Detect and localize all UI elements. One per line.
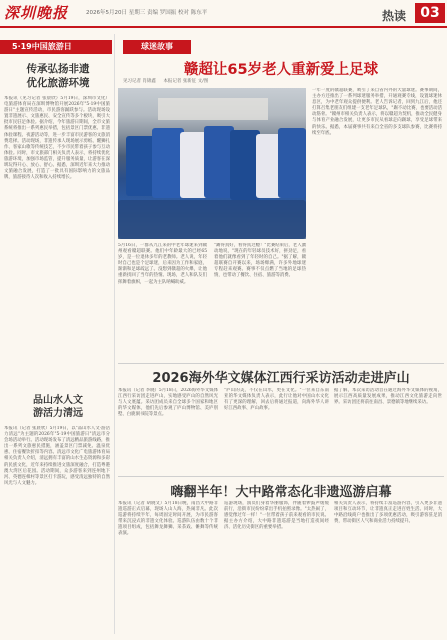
story2-column-1: 本报讯（记者 李晓）5月18日，2026海外华文媒体江西行采访团走进庐山，实地感受庐山的自然风光与人文底蕴。采访团成员来自全球多个国家和地区的华文媒体，他们先后参观了庐山博物馆、美庐别墅、白鹿洞书院等景点。 xyxy=(118,388,218,418)
newspaper-logo: 深圳晚报 xyxy=(4,4,69,22)
main-story-column-3: 一年一度的赣超联赛，吸引了来自省内外的大量球迷。赛事期间，主办方还推出了一系列球迷服务举措，开通观赛专线，设置球迷休息区，为中老年观众提供便利。老人告诉记者，回到九江后，他还打算召集老朋友们组建一支老年足球队，"踢不动比赛，也要活动活动筋骨。"赣州市相关负责人表示，将以赣超为契机，推动全民健身与体育产业融合发展，让更多市民从看球走向踢球，享受足球带来的快乐。据悉，本届赛事共有来自全省的多支球队参赛，比赛将持续至年底。 xyxy=(312,88,442,136)
masthead-rule xyxy=(0,26,447,28)
section-title: 热读 xyxy=(382,9,407,23)
fan-crowd-front xyxy=(118,200,306,239)
main-story-column-1: 5月16日，一群从九江来的中老年球迷来到赣州观看赣超联赛。他们中年龄最大的已经65岁，是一位退休多年的老教师。老人说，年轻时自己也是个足球迷，后来因为工作和家庭，渐渐和足球疏远了。没想到赣超的火爆，让他重新找回了当年的热情。现场，老人和队友们挥舞着旗帜，一起为主队呐喊助威。 xyxy=(118,243,207,285)
page-number: 03 xyxy=(415,3,445,23)
football-fans-photo xyxy=(118,88,306,239)
main-story-tag: 球迷故事 xyxy=(123,40,191,54)
story-divider xyxy=(118,363,444,364)
story-divider xyxy=(118,476,444,477)
fan-figure xyxy=(278,128,306,198)
date-line: 2026年5月20日 星期三 责编 罗国振 校对 陈东平 xyxy=(86,10,208,16)
story3-column-1: 本报讯（记者 胡晓文）5月18日晚，南昌大中路非遗巡游正式启幕，现场人山人海，热闹非凡。此次巡游将持续半年，每周固定时间开展，为市民游客带来沉浸式的非遗文化体验。巡游队伍由数十个非遗项目组成，包括舞龙舞狮、采茶戏、傩舞等传统表演。 xyxy=(118,501,218,537)
masthead xyxy=(0,0,447,26)
story3-column-3: 相关负责人表示，将持续丰富巡游内容，引入更多非遗项目和互动环节，让非遗真正走进百姓生活。同时，大中路沿线商户也推出了多项优惠活动，吸引游客驻足消费，带动街区人气和商业活力持续提升。 xyxy=(334,501,442,525)
story3-column-2: 巡游现场，演员们身着华丽服饰，伴随着锣鼓声缓缓前行，沿街市民纷纷拿出手机拍照录像。"太热闹了，感觉像过年一样！"一位带着孩子前来观看的市民说。据主办方介绍，大中路非遗巡游是当地打造夜间经济、活化历史街区的重要举措。 xyxy=(224,501,329,531)
left-story1-headline xyxy=(4,62,112,90)
story2-column-3: 据了解，本次采访活动旨在通过海外华文媒体的视角，展示江西高质量发展成果，推动江西文化旅游走向世界。采访团还将前往南昌、景德镇等地继续采访。 xyxy=(334,388,442,406)
photo-background-sign xyxy=(158,98,268,120)
left-story1-headline-text: 传承弘扬非遗 优化旅游环境 xyxy=(26,63,90,89)
main-story-column-2: "踢得真好，看得真过瘾！"比赛结束后，老人激动地说，"现在的年轻球员技术好，拼劲足，看着他们就像看到了年轻时的自己。"据了解，赣超联赛自开赛以来，场场爆满，许多外地球迷专程赶来观赛。赛事不仅点燃了当地的足球热情，也带动了餐饮、住宿、旅游等消费。 xyxy=(214,243,306,279)
column-divider xyxy=(114,34,115,634)
byline-reporter: 见习记者 肖锦鑫 xyxy=(123,79,156,84)
story2-headline: 2026海外华文媒体江西行采访活动走进庐山 xyxy=(152,371,410,386)
main-headline: 赣超让65岁老人重新爱上足球 xyxy=(183,62,379,78)
left-story2-headline: 品山水人文 游活力清远 xyxy=(33,395,83,419)
left-story1-body: 本报讯（见习记者 张晨欣）5月19日，深圳市文化广电旅游体育局在深圳博物馆开展2026年"5·19中国旅游日"主题宣传活动，市民游客踊跃参与。活动现场设置非遗展示、文旅惠民、安全宣传等多个板块，吸引大批市民驻足体验。据介绍，今年旅游日期间，全市文旅系统将推出一系列惠民举措，包括景区门票优惠、非遗体验课程、夜游活动等，进一步丰富市民游客的文旅消费选择。活动现场，非遗传承人现场展示剪纸、醒狮扎作、客家山歌等传统技艺，不少市民带着孩子参与互动体验。同时，市文旅部门相关负责人表示，将持续优化旅游环境，加强市场监管，提升服务质量，让游客在深圳玩得开心、放心、舒心。据悉，深圳近年来大力推动文旅融合发展，打造了一批具有国际影响力的文旅品牌，旅游接待人次和收入持续增长。 xyxy=(4,96,110,181)
byline-photo: 本报记者 张新征 文/图 xyxy=(163,79,209,84)
main-byline xyxy=(123,78,214,84)
left-story2-body: 本报讯（记者 张晨欣）5月19日，以"品山水人文·游活力清远"为主题的2026年"5·19中国旅游日"清远市分会场活动举行。活动现场发布了清远精品旅游线路，推出一系列文旅惠民措施，涵盖景区门票减免、温泉优惠、住宿餐饮折扣等内容。清远市文化广电旅游体育局相关负责人介绍，清远拥有丰富的山水生态资源和多彩的民族文化，近年来持续推进文旅深度融合，打造粤港澳大湾区后花园。活动期间，众多游客来到连州地下河、英德连樟村等景区打卡游玩，感受清远独特的自然风光与人文魅力。 xyxy=(4,426,110,486)
story3-headline: 嗨翻半年！大中路常态化非遗巡游启幕 xyxy=(170,485,392,500)
tourism-day-tag: 5·19中国旅游日 xyxy=(0,40,112,54)
story2-column-2: "庐山的美，不仅在山水，更在文化。"一位来自东南亚的华文媒体负责人表示，此行让他对中国山水文化有了更深的理解，回去后将通过报道，向海外华人讲好江西故事、庐山故事。 xyxy=(224,388,329,412)
